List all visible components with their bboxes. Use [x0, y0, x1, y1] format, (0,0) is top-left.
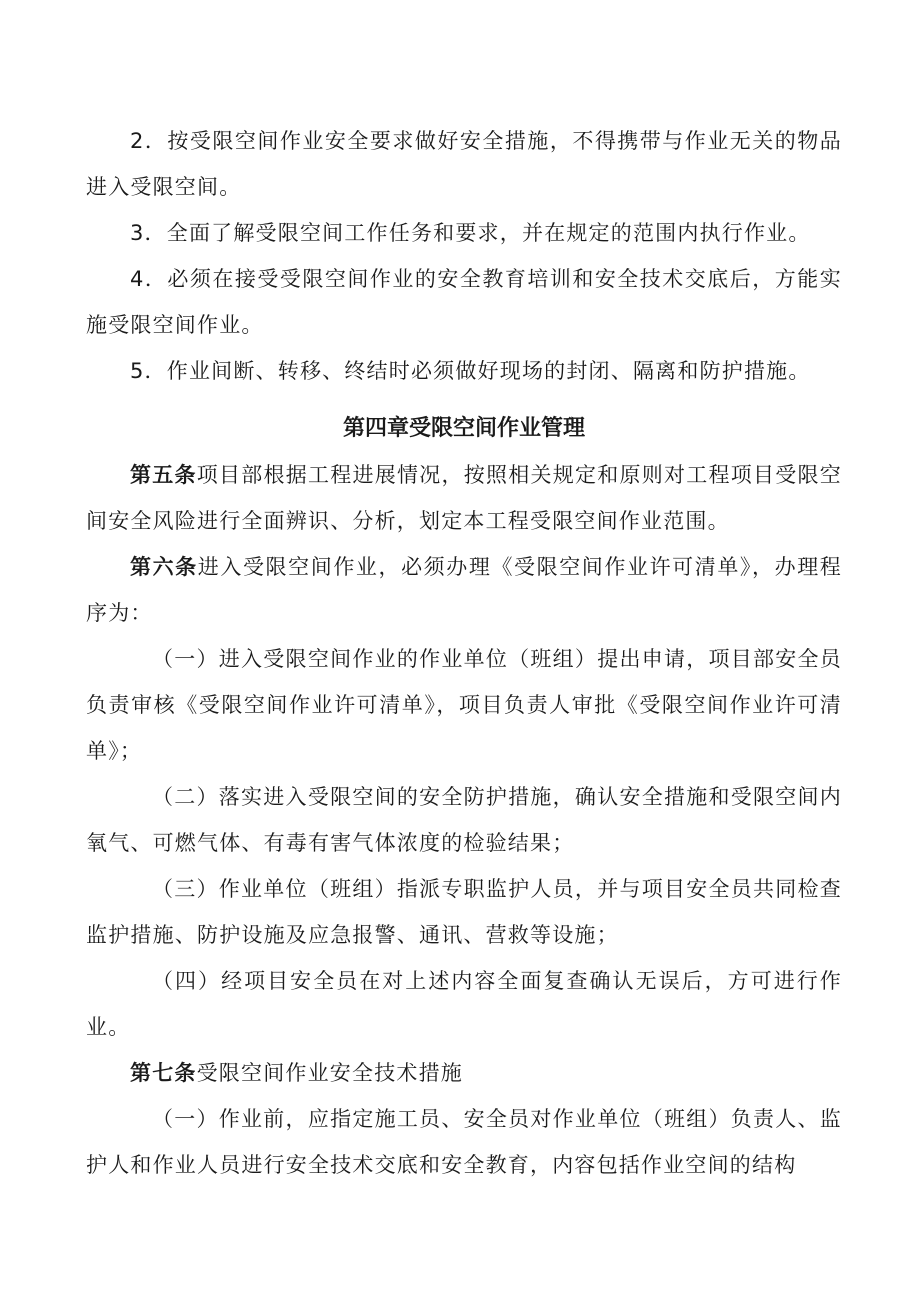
article-text: 进入受限空间作业，必须办理《受限空间作业许可清单》，办理程序为：: [86, 555, 842, 625]
procedure-step: （二）落实进入受限空间的安全防护措施，确认安全措施和受限空间内氧气、可燃气体、有毒有害气体浓度的检验结果；: [86, 785, 842, 855]
list-item: 4．必须在接受受限空间作业的安全教育培训和安全技术交底后，方能实施受限空间作业。: [86, 267, 842, 337]
procedure-step: （一）作业前，应指定施工员、安全员对作业单位（班组）负责人、监护人和作业人员进行安全技术交底和安全教育，内容包括作业空间的结构: [86, 1107, 842, 1177]
article-label: 第六条: [130, 555, 198, 579]
list-item: 2．按受限空间作业安全要求做好安全措施，不得携带与作业无关的物品进入受限空间。: [86, 129, 842, 199]
list-item: 5．作业间断、转移、终结时必须做好现场的封闭、隔离和防护措施。: [130, 359, 811, 383]
article-6: [86, 544, 842, 636]
article-label: 第七条: [130, 1061, 197, 1085]
article-label: 第五条: [130, 463, 197, 487]
document-body: [86, 118, 842, 1188]
article-text: 项目部根据工程进展情况，按照相关规定和原则对工程项目受限空间安全风险进行全面辨识、分析，划定本工程受限空间作业范围。: [86, 463, 842, 533]
procedure-step: （四）经项目安全员在对上述内容全面复查确认无误后，方可进行作业。: [86, 969, 842, 1039]
article-5: [86, 452, 842, 544]
list-item: 3．全面了解受限空间工作任务和要求，并在规定的范围内执行作业。: [130, 221, 811, 245]
procedure-step: （三）作业单位（班组）指派专职监护人员，并与项目安全员共同检查监护措施、防护设施及应急报警、通讯、营救等设施；: [86, 877, 842, 947]
article-7: [86, 1050, 842, 1096]
procedure-step: （一）进入受限空间作业的作业单位（班组）提出申请，项目部安全员负责审核《受限空间作业许可清单》，项目负责人审批《受限空间作业许可清单》；: [86, 647, 842, 763]
chapter-title: 第四章受限空间作业管理: [342, 416, 585, 441]
article-text: 受限空间作业安全技术措施: [196, 1061, 464, 1085]
